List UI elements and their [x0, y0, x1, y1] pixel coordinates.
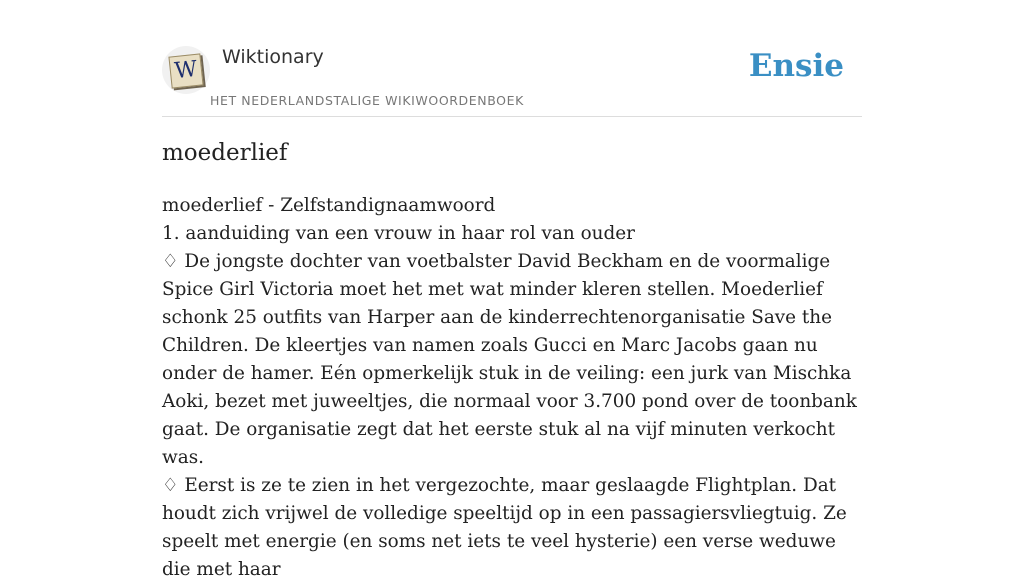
site-header: [162, 0, 862, 117]
definition-heading: moederlief - Zelfstandignaamwoord: [162, 195, 496, 216]
example-quote: ♢ De jongste dochter van voetbalster David Beckham en de voormalige Spice Girl Victoria moet het met wat minder kleren stellen. Moederlief schonk 25 outfits van Harper aan de kinderrechtenorganisatie Save the Children. De kleertjes van namen zoals Gucci en Marc Jacobs gaan nu onder de hamer. Eén opmerkelijk stuk in de veiling: een jurk van Mischka Aoki, bezet met juweeltjes, die normaal voor 3.700 pond over de toonbank gaat. De organisatie zegt dat het eerste stuk al na vijf minuten verkocht was.: [162, 251, 857, 468]
site-tagline: HET NEDERLANDSTALIGE WIKIWOORDENBOEK: [210, 93, 524, 108]
wiktionary-logo-icon[interactable]: [162, 46, 210, 94]
logo-letter: W: [173, 56, 199, 85]
sense-definition: 1. aanduiding van een vrouw in haar rol van ouder: [162, 223, 635, 244]
example-quote: ♢ Eerst is ze te zien in het vergezochte, maar geslaagde Flightplan. Dat houdt zich vrijwel de volledige speeltijd op in een passagiersvliegtuig. Ze speelt met energie (en soms net iets te veel hysterie) een verse weduwe die met haar: [162, 475, 847, 580]
page-title: moederlief: [162, 140, 288, 166]
ensie-brand-link[interactable]: Ensie: [748, 48, 844, 84]
site-name[interactable]: Wiktionary: [222, 46, 324, 68]
page: [162, 0, 862, 580]
entry-content: [162, 192, 862, 584]
logo-tile: [168, 53, 203, 88]
